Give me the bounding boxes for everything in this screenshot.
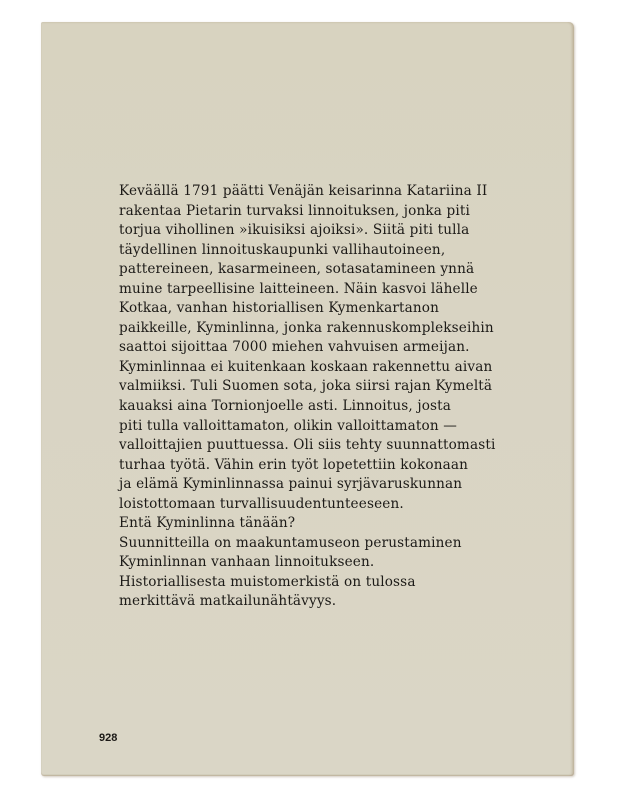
text-line: Kotkaa, vanhan historiallisen Kymenkartanon — [119, 300, 440, 317]
body-text — [119, 182, 539, 612]
text-line: valloittajien puuttuessa. Oli siis tehty suunnattomasti — [119, 437, 496, 454]
text-line: valmiiksi. Tuli Suomen sota, joka siirsi rajan Kymeltä — [119, 378, 493, 395]
text-line: kauaksi aina Tornionjoelle asti. Linnoitus, josta — [119, 398, 452, 415]
text-line: Historiallisesta muistomerkistä on tulossa — [119, 573, 416, 590]
text-line: rakentaa Pietarin turvaksi linnoituksen, jonka piti — [119, 202, 470, 219]
book-page — [41, 22, 574, 776]
text-line: piti tulla valloittamaton, olikin valloittamaton — — [119, 417, 457, 434]
text-line: pattereineen, kasarmeineen, sotasatamineen ynnä — [119, 261, 475, 278]
text-line: täydellinen linnoituskaupunki vallihautoineen, — [119, 241, 446, 258]
text-line: torjua vihollinen »ikuisiksi ajoiksi». Siitä piti tulla — [119, 222, 470, 239]
text-line: paikkeille, Kyminlinna, jonka rakennuskomplekseihin — [119, 319, 494, 336]
text-line: Kyminlinnan vanhaan linnoitukseen. — [119, 554, 375, 571]
text-line: loistottomaan turvallisuudentunteeseen. — [119, 495, 404, 512]
text-line: Suunnitteilla on maakuntamuseon perustaminen — [119, 534, 462, 551]
text-line: muine tarpeellisine laitteineen. Näin kasvoi lähelle — [119, 280, 478, 297]
text-line: turhaa työtä. Vähin erin työt lopetettiin kokonaan — [119, 456, 469, 473]
text-line: ja elämä Kyminlinnassa painui syrjävaruskunnan — [119, 476, 463, 493]
page-number: 928 — [99, 732, 118, 744]
text-line: Kyminlinnaa ei kuitenkaan koskaan rakennettu aivan — [119, 358, 493, 375]
text-line: merkittävä matkailunähtävyys. — [119, 593, 337, 610]
text-line: saattoi sijoittaa 7000 miehen vahvuisen armeijan. — [119, 339, 470, 356]
text-line: Entä Kyminlinna tänään? — [119, 515, 296, 532]
text-line: Keväällä 1791 päätti Venäjän keisarinna Katariina II — [119, 183, 488, 199]
